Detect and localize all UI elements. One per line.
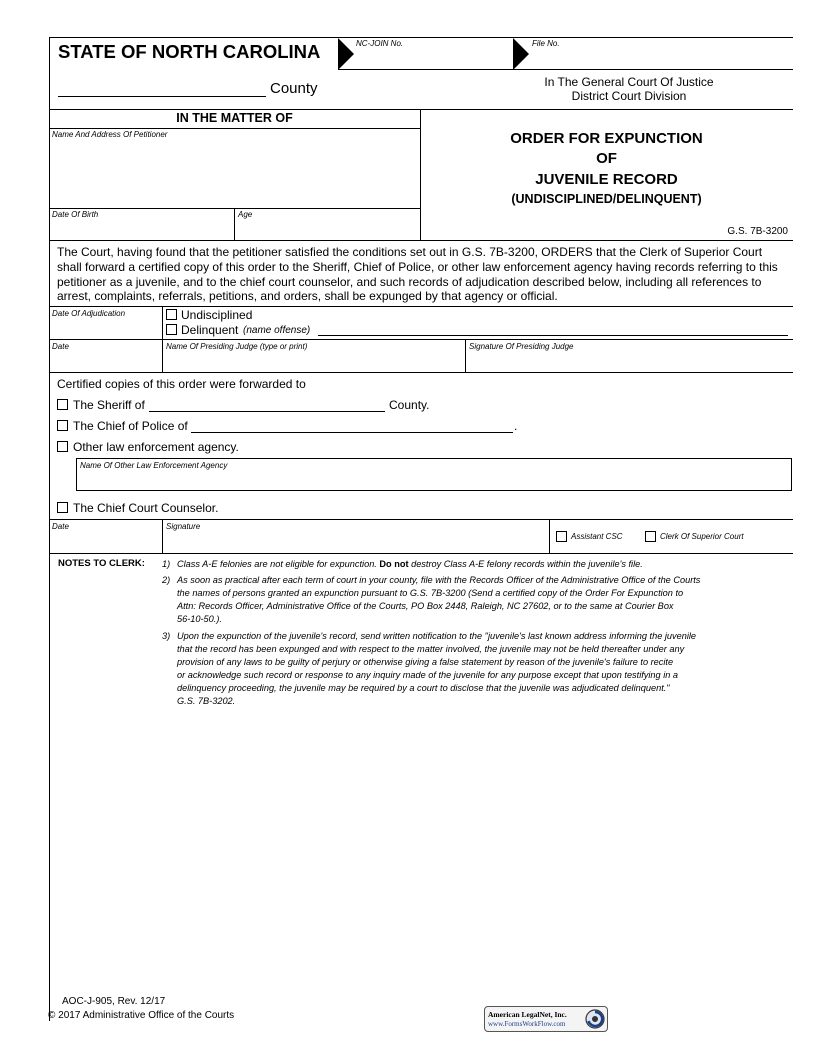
note-3-line6: G.S. 7B-3202. bbox=[177, 696, 236, 706]
order-text-line3: petitioner as a juvenile, and to the chief court counselor, and such records of adjudication described below, including all references to bbox=[57, 275, 762, 289]
notes-heading: NOTES TO CLERK: bbox=[58, 558, 145, 569]
order-text-line1: The Court, having found that the petitioner satisfied the conditions set out in G.S. 7B-3200, ORDERS that the Clerk of Superior Court bbox=[57, 245, 763, 259]
note-3-line2: that the record has been expunged and with respect to the matter involved, the juvenile may not be held thereafter under any bbox=[177, 644, 685, 654]
signature-field[interactable] bbox=[166, 532, 544, 550]
nc-join-label: NC-JOIN No. bbox=[356, 39, 404, 48]
assistant-csc-checkbox[interactable] bbox=[556, 531, 567, 542]
order-text-line4: arrest, complaints, referrals, petitions, and orders, shall be expunged by that agency or official. bbox=[57, 289, 558, 303]
note-1: Class A-E felonies are not eligible for expunction. Do not destroy Class A-E felony records within the juvenile's file. bbox=[177, 559, 643, 569]
note-3-line1: Upon the expunction of the juvenile's record, send written notification to the "juvenile's last known address informing the juvenile bbox=[177, 631, 697, 641]
other-agency-checkbox[interactable] bbox=[57, 441, 68, 452]
undisciplined-label: Undisciplined bbox=[181, 308, 253, 322]
petitioner-name-address-label: Name And Address Of Petitioner bbox=[52, 130, 168, 139]
chief-counselor-checkbox[interactable] bbox=[57, 502, 68, 513]
note-3-line5: delinquency proceeding, the juvenile may be required by a court to disclose that the juvenile was adjudicated delinquent." bbox=[177, 683, 670, 693]
clerk-label: Clerk Of Superior Court bbox=[660, 532, 744, 541]
judge-name-field[interactable] bbox=[166, 352, 462, 370]
adjudication-date-label: Date Of Adjudication bbox=[52, 309, 126, 318]
copyright: © 2017 Administrative Office of the Courts bbox=[48, 1010, 235, 1021]
note-3-number: 3) bbox=[162, 631, 171, 641]
title-line1: ORDER FOR EXPUNCTION bbox=[510, 130, 703, 147]
judge-name-label: Name Of Presiding Judge (type or print) bbox=[166, 342, 308, 351]
judge-signature-field[interactable] bbox=[469, 352, 789, 370]
matter-heading: IN THE MATTER OF bbox=[176, 111, 293, 125]
court-line1: In The General Court Of Justice bbox=[544, 75, 714, 89]
clerk-checkbox[interactable] bbox=[645, 531, 656, 542]
county-input[interactable] bbox=[58, 96, 266, 97]
signature-date-label: Date bbox=[52, 522, 69, 531]
other-agency-name-label: Name Of Other Law Enforcement Agency bbox=[80, 461, 228, 470]
signature-label: Signature bbox=[166, 522, 201, 531]
judge-signature-label: Signature Of Presiding Judge bbox=[469, 342, 574, 351]
note-2-line2: the names of persons granted an expunction pursuant to G.S. 7B-3200 (Send a certified copy of the Order For Expunction to bbox=[177, 588, 684, 598]
logo-line2: www.FormsWorkFlow.com bbox=[488, 1020, 566, 1028]
note-2-line3: Attn: Records Officer, Administrative Office of the Courts, PO Box 2448, Raleigh, NC 27602, or to the same at Courier Box bbox=[177, 601, 674, 611]
delinquent-label: Delinquent bbox=[181, 323, 239, 337]
sheriff-county-suffix: County. bbox=[389, 398, 430, 412]
court-line2: District Court Division bbox=[571, 89, 687, 103]
signature-date-field[interactable] bbox=[52, 532, 158, 550]
age-label: Age bbox=[238, 210, 253, 219]
note-2-line4: 56-10-50.). bbox=[177, 614, 222, 624]
offense-name-input[interactable] bbox=[318, 335, 788, 336]
order-text-line2: shall forward a certified copy of this order to the Sheriff, Chief of Police, or other law enforcement agency having records referring to this bbox=[57, 260, 778, 274]
certified-intro: Certified copies of this order were forwarded to bbox=[57, 377, 306, 391]
dob-field[interactable] bbox=[52, 220, 230, 238]
sheriff-checkbox[interactable] bbox=[57, 399, 68, 410]
logo-line1: American LegalNet, Inc. bbox=[488, 1010, 567, 1019]
undisciplined-checkbox[interactable] bbox=[166, 309, 177, 320]
order-date-field[interactable] bbox=[52, 352, 158, 370]
assistant-csc-label: Assistant CSC bbox=[571, 532, 623, 541]
delinquent-checkbox[interactable] bbox=[166, 324, 177, 335]
logo-globe-icon bbox=[585, 1009, 605, 1029]
sheriff-label: The Sheriff of bbox=[73, 398, 145, 412]
chief-counselor-label: The Chief Court Counselor. bbox=[73, 501, 219, 515]
chief-police-checkbox[interactable] bbox=[57, 420, 68, 431]
delinquent-note: (name offense) bbox=[243, 325, 311, 336]
petitioner-name-address-field[interactable] bbox=[52, 141, 416, 205]
sheriff-county-input[interactable] bbox=[149, 411, 385, 412]
statute-ref: G.S. 7B-3200 bbox=[727, 226, 788, 237]
note-2-line1: As soon as practical after each term of court in your county, file with the Records Officer of the Administrative Office of the Courts bbox=[177, 575, 701, 585]
title-line4: (UNDISCIPLINED/DELINQUENT) bbox=[511, 192, 702, 206]
file-no-label: File No. bbox=[532, 39, 560, 48]
chief-police-period: . bbox=[514, 419, 518, 433]
county-label: County bbox=[270, 80, 318, 97]
file-no-arrow-icon bbox=[513, 38, 529, 70]
chief-police-input[interactable] bbox=[191, 432, 513, 433]
adjudication-date-field[interactable] bbox=[52, 320, 158, 336]
note-3-line4: or acknowledge such record or response to any inquiry made of the juvenile for any purpose except that upon testifying in a bbox=[177, 670, 679, 680]
title-line2: OF bbox=[596, 150, 617, 167]
other-agency-label: Other law enforcement agency. bbox=[73, 440, 239, 454]
note-1-number: 1) bbox=[162, 559, 171, 569]
note-3-line3: provision of any laws to be guilty of perjury or otherwise giving a false statement by reason of the juvenile's failure to recite bbox=[177, 657, 674, 667]
state-title: STATE OF NORTH CAROLINA bbox=[58, 41, 321, 62]
nc-join-arrow-icon bbox=[338, 38, 354, 70]
date-label: Date bbox=[52, 342, 69, 351]
age-field[interactable] bbox=[238, 220, 416, 238]
title-line3: JUVENILE RECORD bbox=[535, 171, 678, 188]
note-2-number: 2) bbox=[162, 575, 171, 585]
form-number: AOC-J-905, Rev. 12/17 bbox=[62, 996, 166, 1007]
legalnet-logo[interactable] bbox=[484, 1006, 608, 1032]
chief-police-label: The Chief of Police of bbox=[73, 419, 188, 433]
dob-label: Date Of Birth bbox=[52, 210, 99, 219]
